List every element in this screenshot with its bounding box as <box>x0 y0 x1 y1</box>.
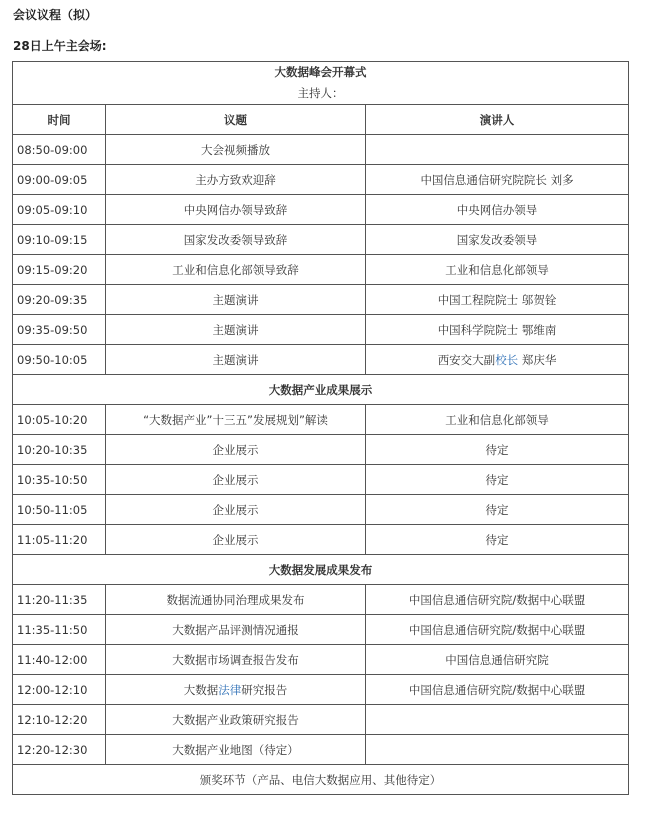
speaker-cell: 待定 <box>366 465 629 495</box>
speaker-cell: 中国信息通信研究院/数据中心联盟 <box>366 675 629 705</box>
time-cell: 09:35-09:50 <box>13 315 106 345</box>
topic-cell: “大数据产业”十三五”发展规划”解读 <box>106 405 366 435</box>
speaker-cell <box>366 345 629 375</box>
speaker-cell: 待定 <box>366 495 629 525</box>
time-cell: 12:20-12:30 <box>13 735 106 765</box>
topic-cell: 大数据产品评测情况通报 <box>106 615 366 645</box>
speaker-cell: 中央网信办领导 <box>366 195 629 225</box>
speaker-text: 郑庆华 <box>518 352 557 367</box>
opening-title: 大数据峰会开幕式 <box>274 65 367 79</box>
time-cell: 11:35-11:50 <box>13 615 106 645</box>
table-row <box>13 675 629 705</box>
topic-text: 大数据 <box>183 682 219 697</box>
topic-cell <box>106 675 366 705</box>
time-cell: 09:15-09:20 <box>13 255 106 285</box>
table-row <box>13 315 629 345</box>
speaker-cell: 工业和信息化部领导 <box>366 405 629 435</box>
header-time: 时间 <box>13 105 106 135</box>
speaker-cell: 国家发改委领导 <box>366 225 629 255</box>
topic-cell: 大数据产业地图（待定） <box>106 735 366 765</box>
speaker-cell: 中国科学院院士 鄂维南 <box>366 315 629 345</box>
opening-row <box>13 62 629 105</box>
table-row <box>13 435 629 465</box>
time-cell: 11:40-12:00 <box>13 645 106 675</box>
time-cell: 08:50-09:00 <box>13 135 106 165</box>
section-title-industry: 大数据产业成果展示 <box>13 375 629 405</box>
session-subtitle: 28日上午主会场: <box>13 39 107 53</box>
table-row <box>13 255 629 285</box>
time-cell: 09:05-09:10 <box>13 195 106 225</box>
topic-cell: 大数据产业政策研究报告 <box>106 705 366 735</box>
topic-cell: 企业展示 <box>106 495 366 525</box>
speaker-cell: 中国信息通信研究院/数据中心联盟 <box>366 585 629 615</box>
table-row <box>13 135 629 165</box>
time-cell: 11:05-11:20 <box>13 525 106 555</box>
topic-cell: 中央网信办领导致辞 <box>106 195 366 225</box>
table-row <box>13 225 629 255</box>
speaker-cell: 待定 <box>366 435 629 465</box>
speaker-cell: 中国信息通信研究院院长 刘多 <box>366 165 629 195</box>
table-row <box>13 165 629 195</box>
agenda-table <box>12 61 629 795</box>
topic-text: 研究报告 <box>241 682 288 697</box>
host-label: 主持人： <box>297 86 344 100</box>
time-cell: 09:00-09:05 <box>13 165 106 195</box>
award-ceremony-cell: 颁奖环节（产品、电信大数据应用、其他待定） <box>13 765 629 795</box>
time-cell: 10:20-10:35 <box>13 435 106 465</box>
table-row <box>13 495 629 525</box>
topic-cell: 国家发改委领导致辞 <box>106 225 366 255</box>
speaker-cell <box>366 705 629 735</box>
time-cell: 12:10-12:20 <box>13 705 106 735</box>
time-cell: 12:00-12:10 <box>13 675 106 705</box>
speaker-cell: 工业和信息化部领导 <box>366 255 629 285</box>
speaker-text: 西安交大副 <box>437 352 496 367</box>
speaker-cell: 中国信息通信研究院/数据中心联盟 <box>366 615 629 645</box>
speaker-cell <box>366 135 629 165</box>
time-cell: 09:10-09:15 <box>13 225 106 255</box>
table-row <box>13 345 629 375</box>
topic-cell: 主题演讲 <box>106 315 366 345</box>
speaker-cell <box>366 735 629 765</box>
topic-cell: 大数据市场调查报告发布 <box>106 645 366 675</box>
time-cell: 11:20-11:35 <box>13 585 106 615</box>
page-title: 会议议程（拟） <box>13 8 98 22</box>
time-cell: 10:50-11:05 <box>13 495 106 525</box>
footer-row <box>13 765 629 795</box>
time-cell: 09:20-09:35 <box>13 285 106 315</box>
header-row <box>13 105 629 135</box>
keyword-link[interactable]: 校长 <box>495 352 519 367</box>
topic-cell: 数据流通协同治理成果发布 <box>106 585 366 615</box>
section-row <box>13 555 629 585</box>
keyword-link[interactable]: 法律 <box>218 682 242 697</box>
topic-cell: 主题演讲 <box>106 285 366 315</box>
topic-cell: 企业展示 <box>106 525 366 555</box>
table-row <box>13 285 629 315</box>
header-topic: 议题 <box>106 105 366 135</box>
time-cell: 10:05-10:20 <box>13 405 106 435</box>
header-speaker: 演讲人 <box>366 105 629 135</box>
table-row <box>13 645 629 675</box>
table-row <box>13 195 629 225</box>
table-row <box>13 615 629 645</box>
table-row <box>13 525 629 555</box>
topic-cell: 主办方致欢迎辞 <box>106 165 366 195</box>
speaker-cell: 中国工程院院士 邬贺铨 <box>366 285 629 315</box>
time-cell: 10:35-10:50 <box>13 465 106 495</box>
topic-cell: 企业展示 <box>106 435 366 465</box>
topic-cell: 大会视频播放 <box>106 135 366 165</box>
table-row <box>13 585 629 615</box>
speaker-cell: 中国信息通信研究院 <box>366 645 629 675</box>
table-row <box>13 465 629 495</box>
topic-cell: 主题演讲 <box>106 345 366 375</box>
speaker-cell: 待定 <box>366 525 629 555</box>
table-row <box>13 735 629 765</box>
topic-cell: 企业展示 <box>106 465 366 495</box>
section-row <box>13 375 629 405</box>
section-title-release: 大数据发展成果发布 <box>13 555 629 585</box>
opening-cell <box>13 62 629 105</box>
topic-cell: 工业和信息化部领导致辞 <box>106 255 366 285</box>
time-cell: 09:50-10:05 <box>13 345 106 375</box>
table-row <box>13 405 629 435</box>
table-row <box>13 705 629 735</box>
